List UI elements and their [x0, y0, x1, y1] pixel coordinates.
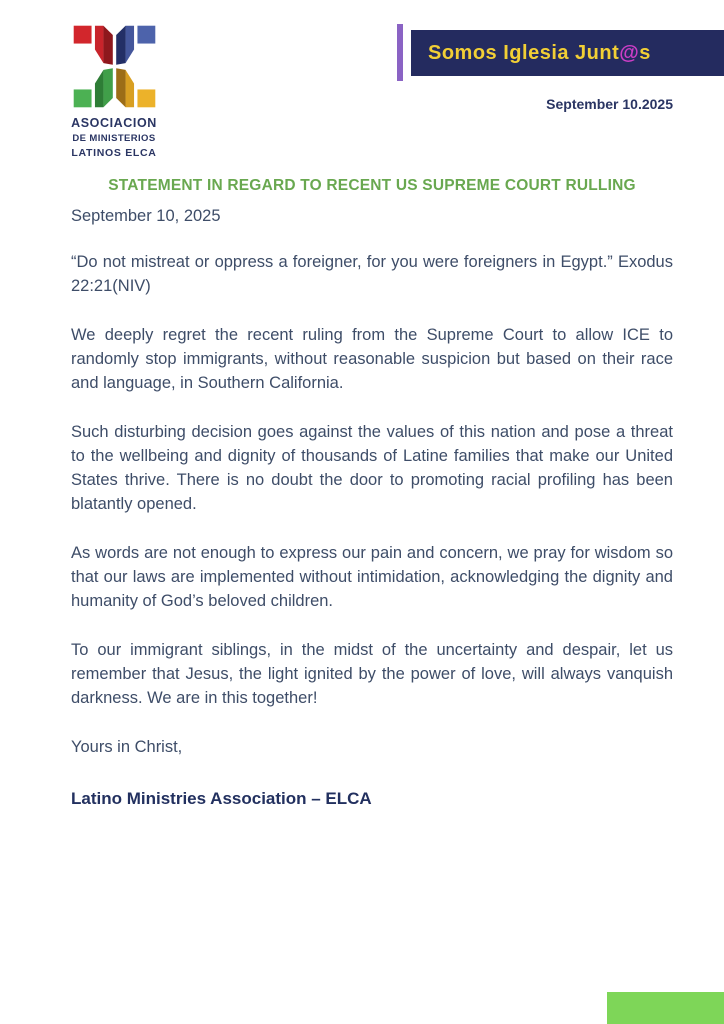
banner-title-suffix: s — [639, 41, 651, 64]
org-logo — [68, 24, 160, 159]
statement-paragraph: “Do not mistreat or oppress a foreigner, for you were foreigners in Egypt.” Exodus 22:21(NIV) — [71, 253, 673, 295]
footer-accent-rectangle — [607, 992, 724, 1024]
statement-heading: STATEMENT IN REGARD TO RECENT US SUPREME COURT RULLING — [108, 177, 636, 194]
org-name-line3: LATINOS ELCA — [71, 147, 157, 159]
banner-accent-bar — [397, 24, 403, 81]
campaign-banner — [411, 30, 724, 76]
pinwheel-arrows-icon — [72, 24, 157, 109]
statement-paragraph: We deeply regret the recent ruling from the Supreme Court to allow ICE to randomly stop immigrants, without reasonable suspicion but based on their race and language, in Southern California. — [71, 326, 673, 392]
statement-paragraph: To our immigrant siblings, in the midst of the uncertainty and despair, let us remember that Jesus, the light ignited by the power of love, will always vanquish darkness. We are in this together! — [71, 641, 673, 707]
org-name-line2: DE MINISTERIOS — [72, 133, 156, 144]
header-date: September 10.2025 — [546, 96, 673, 112]
statement-signature: Latino Ministries Association – ELCA — [71, 789, 372, 808]
statement-paragraph: Such disturbing decision goes against the values of this nation and pose a threat to the wellbeing and dignity of thousands of Latine families that make our United States thrive. There is no doubt the door to promoting racial profiling has been blatantly opened. — [71, 423, 673, 513]
statement-paragraph: As words are not enough to express our pain and concern, we pray for wisdom so that our laws are implemented without intimidation, acknowledging the dignity and humanity of God’s beloved children. — [71, 544, 673, 610]
statement-date: September 10, 2025 — [71, 207, 221, 225]
org-name-line1: ASOCIACION — [71, 116, 157, 130]
banner-title-prefix: Somos Iglesia Junt — [428, 41, 620, 64]
statement-closing: Yours in Christ, — [71, 738, 183, 756]
statement-body — [71, 176, 673, 811]
banner-title-at-symbol: @ — [619, 41, 640, 64]
